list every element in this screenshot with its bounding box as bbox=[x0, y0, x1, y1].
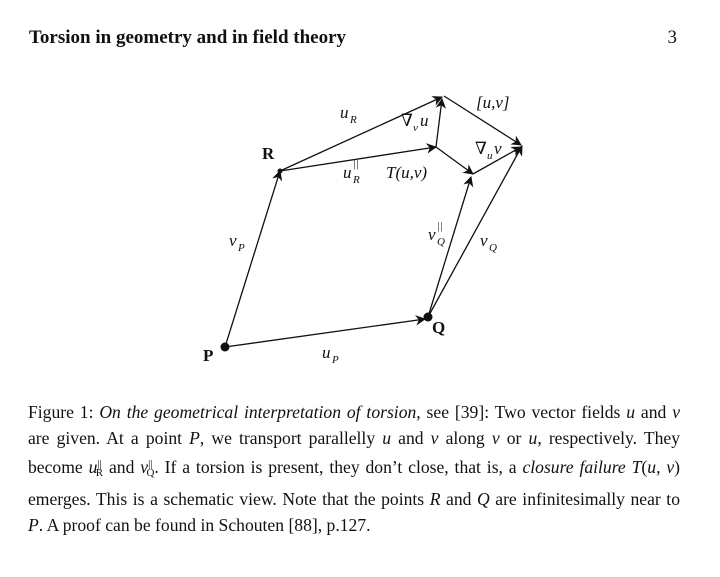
svg-text:u: u bbox=[343, 163, 352, 182]
svg-text:P: P bbox=[238, 242, 245, 254]
arrow-vP bbox=[225, 171, 280, 347]
arrow-uR bbox=[280, 97, 442, 171]
svg-text:v: v bbox=[413, 122, 418, 134]
svg-text:∇: ∇ bbox=[475, 139, 487, 158]
label-torsion: T(u,v) bbox=[386, 163, 428, 182]
label-nabla-u-v bbox=[475, 139, 502, 162]
svg-text:R: R bbox=[350, 114, 357, 126]
arrow-torsion bbox=[436, 147, 473, 174]
label-nabla-v-u bbox=[401, 111, 429, 134]
svg-text:||: || bbox=[437, 220, 444, 232]
svg-text:v: v bbox=[428, 225, 436, 244]
label-vP bbox=[229, 231, 245, 254]
point-P-dot bbox=[221, 343, 230, 352]
label-uR-parallel bbox=[343, 158, 360, 186]
arrow-nabla-v-u bbox=[436, 99, 442, 147]
label-commutator: [u,v] bbox=[476, 93, 510, 112]
point-R-dot bbox=[278, 169, 283, 174]
svg-text:u: u bbox=[322, 343, 331, 362]
svg-text:u: u bbox=[340, 103, 349, 122]
svg-text:R: R bbox=[353, 174, 360, 186]
label-uR bbox=[340, 103, 357, 126]
svg-text:v: v bbox=[480, 231, 488, 250]
label-vQ bbox=[480, 231, 497, 254]
point-P-label: P bbox=[203, 346, 214, 365]
point-Q-label: Q bbox=[432, 318, 446, 337]
point-R-label: R bbox=[262, 144, 275, 163]
svg-text:v: v bbox=[229, 231, 237, 250]
svg-text:P: P bbox=[332, 354, 339, 366]
page-number: 3 bbox=[667, 27, 677, 48]
running-title: Torsion in geometry and in field theory bbox=[29, 27, 347, 48]
label-vQ-parallel bbox=[428, 220, 445, 248]
arrow-vQ-parallel bbox=[428, 177, 471, 317]
svg-text:u: u bbox=[420, 111, 429, 130]
svg-text:∇: ∇ bbox=[401, 111, 413, 130]
label-uP bbox=[322, 343, 339, 366]
svg-text:v: v bbox=[494, 139, 502, 158]
figure-caption: Figure 1: On the geometrical interpretation of torsion, see [39]: Two vector fields u and v are given. At a point P, we transport parallelly u and v along v or u, respectively. They become u||R and v||Q. If a torsion is present, they don’t close, that is, a closure failure T(u, v) emerges. This is a schematic view. Note that the points R and Q are infinitesimally near to P. A proof can be found in Schouten [88], p.127. bbox=[28, 402, 681, 535]
svg-text:Q: Q bbox=[489, 242, 497, 254]
svg-text:||: || bbox=[353, 158, 360, 170]
svg-text:u: u bbox=[487, 150, 493, 162]
svg-text:Q: Q bbox=[437, 236, 445, 248]
